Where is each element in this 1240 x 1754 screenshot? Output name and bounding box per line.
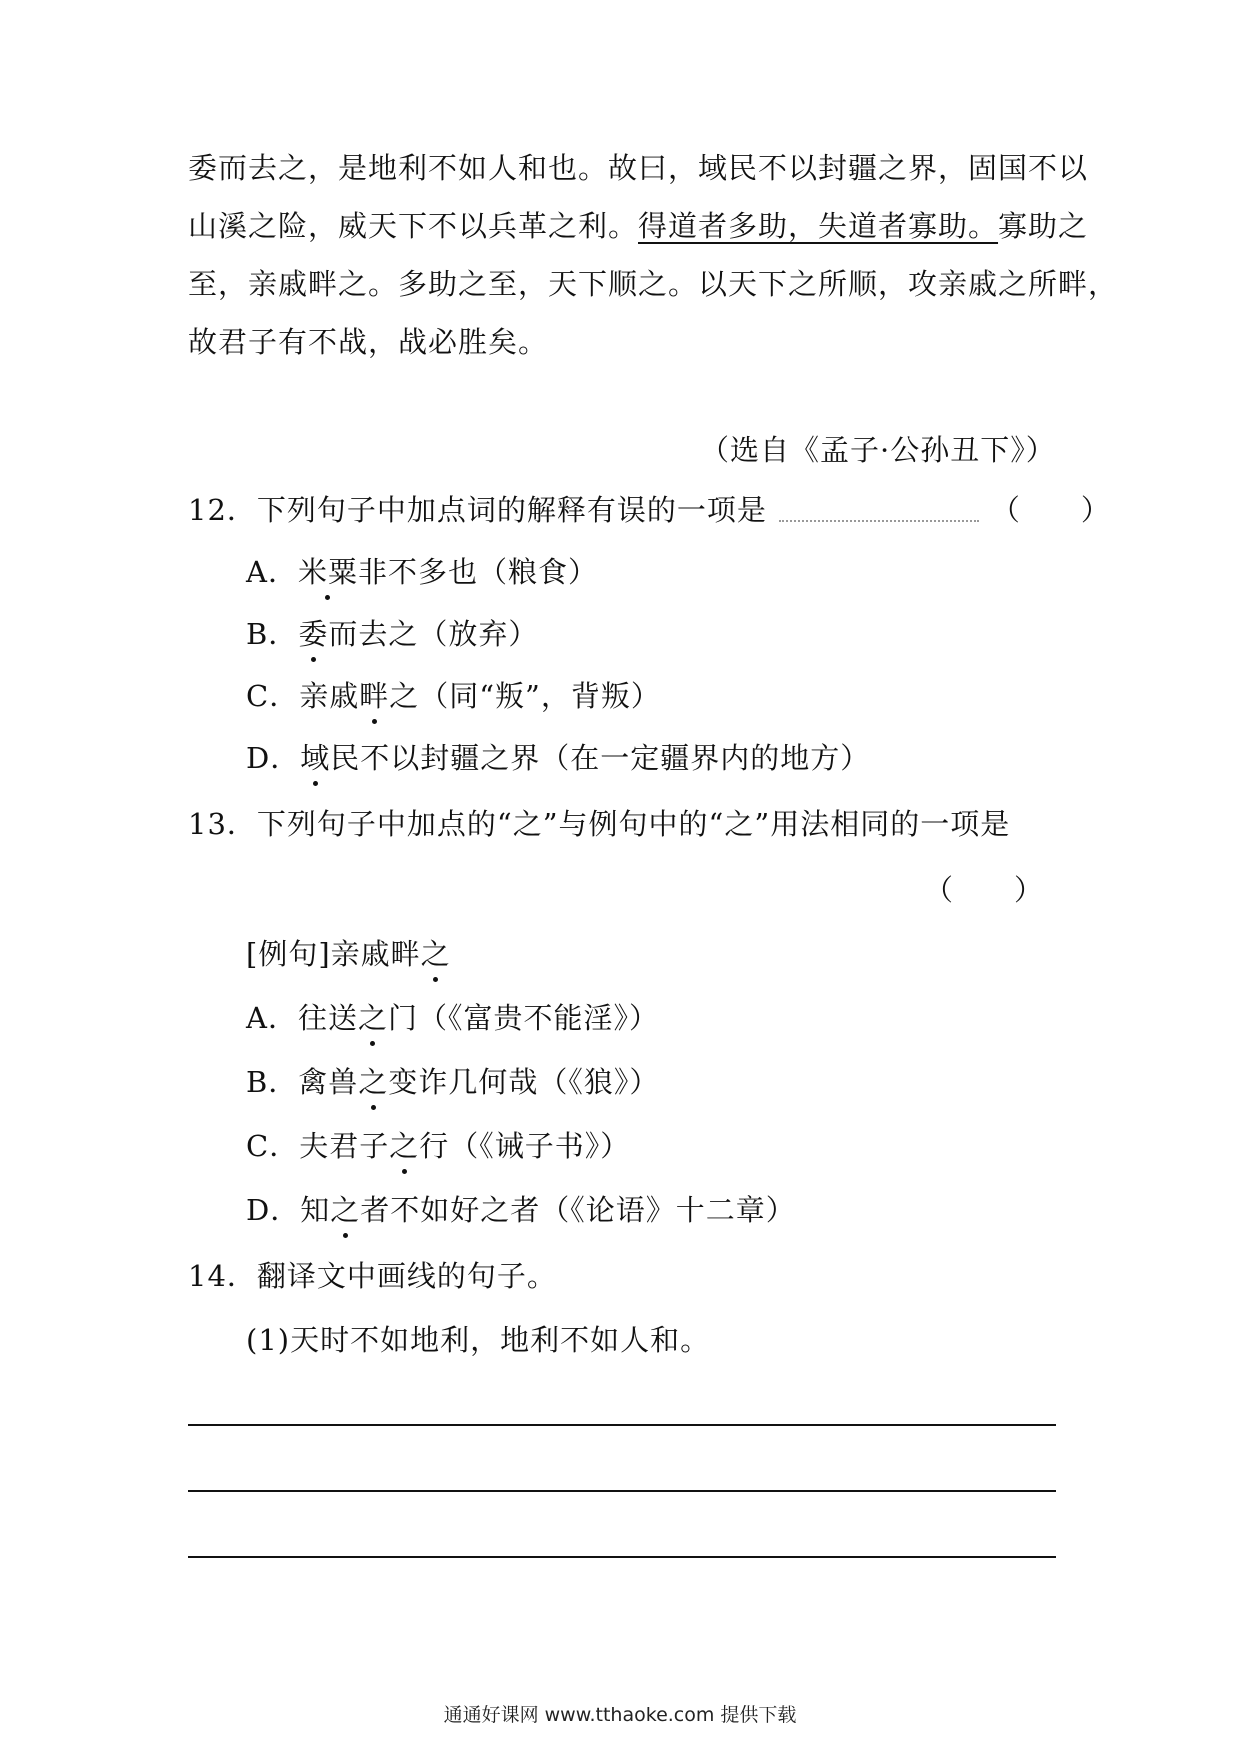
question-12-text: 12．下列句子中加点词的解释有误的一项是	[188, 493, 767, 527]
option-label: B．	[246, 617, 299, 651]
answer-bracket: （ ）	[924, 873, 1045, 907]
passage-line-2	[188, 206, 1088, 246]
dotted-word: 米粟	[298, 552, 358, 592]
option-text: 而去之（放弃）	[328, 617, 539, 651]
dotted-word: 域	[300, 738, 330, 778]
option-label: D．	[246, 741, 301, 775]
answer-line[interactable]	[188, 1424, 1056, 1426]
option-text: 非不多也（粮食）	[357, 555, 598, 589]
option-label: C．夫君子	[246, 1129, 390, 1163]
dotted-word: 之	[389, 1126, 419, 1166]
question-12-stem	[188, 490, 1111, 530]
option-text: 民不以封疆之界（在一定疆界内的地方）	[330, 741, 871, 775]
answer-bracket: （ ）	[990, 493, 1111, 527]
passage-source: （选自《孟子·公孙丑下》）	[700, 433, 1056, 467]
answer-line[interactable]	[188, 1556, 1056, 1558]
underlined-sentence: 得道者多助，失道者寡助。	[638, 209, 999, 243]
q13-option-d	[246, 1190, 796, 1230]
question-13-stem: 13．下列句子中加点的“之”与例句中的“之”用法相同的一项是	[188, 807, 1011, 841]
q13-option-a	[246, 998, 659, 1038]
q13-option-c	[246, 1126, 630, 1166]
q13-option-b	[246, 1062, 659, 1102]
passage-line-1: 委而去之，是地利不如人和也。故曰，域民不以封疆之界，固国不以	[188, 151, 1089, 185]
q12-option-d	[246, 738, 870, 778]
answer-line[interactable]	[188, 1490, 1056, 1492]
option-label: C．亲戚	[246, 679, 360, 713]
dotted-word: 之	[330, 1190, 360, 1230]
dotted-word: 畔	[359, 676, 389, 716]
option-text: 变诈几何哉（《狼》）	[388, 1065, 660, 1099]
dotted-word: 之	[358, 1062, 388, 1102]
option-label: B．禽兽	[246, 1065, 359, 1099]
passage-line-2-end: 寡助之	[998, 209, 1089, 243]
example-label: [例句]亲戚畔	[246, 937, 421, 971]
option-text: 者不如好之者（《论语》十二章）	[360, 1193, 796, 1227]
option-label: A．往送	[246, 1001, 358, 1035]
dotted-word: 委	[298, 614, 328, 654]
option-text: 行（《诫子书》）	[419, 1129, 631, 1163]
option-label: A．	[246, 555, 298, 589]
leader-dots	[779, 520, 979, 522]
q12-option-c	[246, 676, 661, 716]
passage-line-3: 至，亲戚畔之。多助之至，天下顺之。以天下之所顺，攻亲戚之所畔，	[188, 267, 1119, 301]
dotted-word: 之	[421, 934, 451, 974]
passage-line-4: 故君子有不战，战必胜矣。	[188, 325, 549, 359]
q13-example	[246, 934, 451, 974]
passage-line-2-start: 山溪之险，威天下不以兵革之利。	[188, 209, 639, 243]
page-footer: 通通好课网 www.tthaoke.com 提供下载	[443, 1704, 797, 1726]
q14-sub-1: (1)天时不如地利，地利不如人和。	[246, 1323, 711, 1357]
q12-option-a	[246, 552, 598, 592]
dotted-word: 之	[358, 998, 388, 1038]
q12-option-b	[246, 614, 538, 654]
question-14-stem: 14．翻译文中画线的句子。	[188, 1259, 557, 1293]
option-text: 门（《富贵不能淫》）	[387, 1001, 659, 1035]
option-text: 之（同“叛”，背叛）	[389, 679, 661, 713]
option-label: D．知	[246, 1193, 331, 1227]
